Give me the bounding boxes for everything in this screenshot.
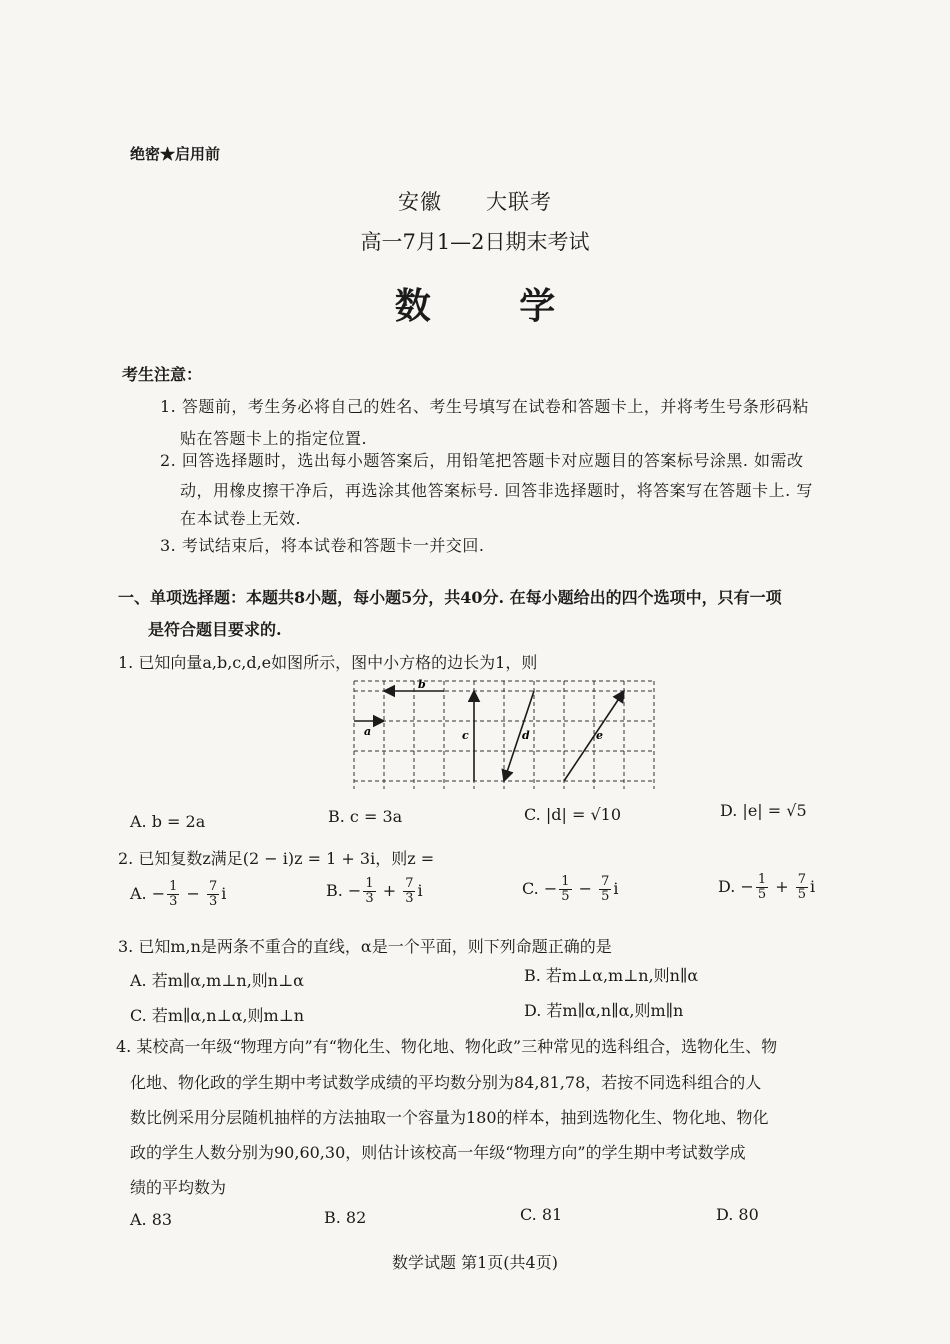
q1-option-b: B. c = 3a [328,807,403,826]
question-4-line-5: 绩的平均数为 [130,1178,227,1197]
q2c-suffix: i [613,879,619,898]
q2b-frac2 [403,877,415,906]
question-4-line-1: 4. 某校高一年级“物理方向”有“物化生、物化地、物化政”三种常见的选科组合，选物化生、物 [116,1037,778,1056]
q1-option-a: A. b = 2a [130,812,206,831]
q2c-d1: 5 [561,889,570,904]
vector-e-label: e [596,729,603,742]
question-2-stem: 2. 已知复数z满足(2 − i)z = 1 + 3i，则z = [118,849,435,868]
q2-option-c [522,875,619,904]
union-title [0,186,950,216]
q2c-mid: − [573,879,598,898]
question-3-stem: 3. 已知m,n是两条不重合的直线，α是一个平面，则下列命题正确的是 [118,937,612,956]
q2a-d2: 3 [209,894,218,909]
q2b-frac1 [363,877,375,906]
q2-option-a [130,880,226,909]
page-footer: 数学试题 第1页(共4页) [392,1253,558,1272]
union-title-left: 安徽 [398,190,442,214]
notice-item-1-cont: 贴在答题卡上的指定位置. [180,429,368,448]
q1-option-c: C. |d| = √10 [524,805,621,824]
q2c-frac2 [599,875,611,904]
q3-option-c: C. 若m∥α,n⊥α,则m⊥n [130,1006,305,1025]
q2d-suffix: i [809,877,816,896]
q2b-d2: 3 [405,891,414,906]
q2d-n1: 1 [757,872,767,887]
notice-item-2-cont: 动，用橡皮擦干净后，再选涂其他答案标号. 回答非选择题时，将答案写在答题卡上. 写 [180,481,813,500]
vector-d-label: d [522,729,530,742]
q2c-n1: 1 [561,874,570,889]
q2a-mid: − [181,884,205,903]
vector-b-label: b [418,678,426,691]
q2c-n2: 7 [601,874,610,889]
question-1-stem: 1. 已知向量a,b,c,d,e如图所示，图中小方格的边长为1，则 [118,653,538,672]
q2a-n1: 1 [169,879,178,894]
q4-option-d: D. 80 [716,1205,759,1224]
q2d-prefix: D. − [718,877,754,896]
q2a-frac1 [167,880,179,909]
q2-option-b [326,877,423,906]
exam-title: 高一7月1—2日期末考试 [360,230,590,254]
q2a-suffix: i [221,884,227,903]
vector-c-label: c [462,729,469,742]
q2c-frac1 [559,875,571,904]
q2-option-d [718,873,815,902]
q2b-d1: 3 [365,891,374,906]
union-title-right: 大联考 [486,190,552,214]
notice-item-3: 3. 考试结束后，将本试卷和答题卡一并交回. [160,536,485,555]
q2b-suffix: i [417,881,423,900]
q2b-mid: + [377,881,402,900]
vector-a-label: a [364,725,372,738]
q4-option-b: B. 82 [324,1208,367,1227]
q2d-d2: 5 [797,887,806,902]
q3-option-a: A. 若m∥α,m⊥n,则n⊥α [130,971,304,990]
q3-option-b: B. 若m⊥α,m⊥n,则n∥α [524,966,699,985]
vector-grid-svg [352,677,664,789]
q2c-d2: 5 [601,889,610,904]
secret-label: 绝密★启用前 [130,145,221,163]
q2a-d1: 3 [169,894,178,909]
q2a-n2: 7 [209,879,218,894]
q2b-n1: 1 [365,876,374,891]
vector-grid-figure [352,677,664,793]
q1-option-d: D. |e| = √5 [720,801,807,820]
question-4-line-2: 化地、物化政的学生期中考试数学成绩的平均数分别为84,81,78，若按不同选科组合的人 [130,1073,762,1092]
q2c-prefix: C. − [522,879,558,898]
section-heading-cont: 是符合题目要求的. [148,620,282,639]
q3-option-d: D. 若m∥α,n∥α,则m∥n [524,1001,684,1020]
question-4-line-3: 数比例采用分层随机抽样的方法抽取一个容量为180的样本，抽到选物化生、物化地、物化 [130,1108,769,1127]
q2b-prefix: B. − [326,881,362,900]
section-heading: 一、单项选择题：本题共8小题，每小题5分，共40分. 在每小题给出的四个选项中，只有一项 [118,588,782,607]
notice-item-2: 2. 回答选择题时，选出每小题答案后，用铅笔把答题卡对应题目的答案标号涂黑. 如需改 [160,451,804,470]
q2d-d1: 5 [757,887,767,902]
notice-item-2-cont2: 在本试卷上无效. [180,509,302,528]
q2d-mid: + [770,877,794,896]
notice-title: 考生注意： [122,365,203,384]
notice-item-1: 1. 答题前，考生务必将自己的姓名、考生号填写在试卷和答题卡上，并将考生号条形码粘 [160,397,809,416]
q4-option-a: A. 83 [130,1210,173,1229]
subject-title: 数 学 [394,285,594,327]
q2d-frac1 [756,873,768,902]
q2a-frac2 [207,880,219,909]
q4-option-c: C. 81 [520,1205,563,1224]
q2d-frac2 [796,873,808,902]
question-4-line-4: 政的学生人数分别为90,60,30，则估计该校高一年级“物理方向”的学生期中考试数学成 [130,1143,746,1162]
q2b-n2: 7 [405,876,414,891]
q2d-n2: 7 [797,872,806,887]
q2a-prefix: A. − [130,884,166,903]
